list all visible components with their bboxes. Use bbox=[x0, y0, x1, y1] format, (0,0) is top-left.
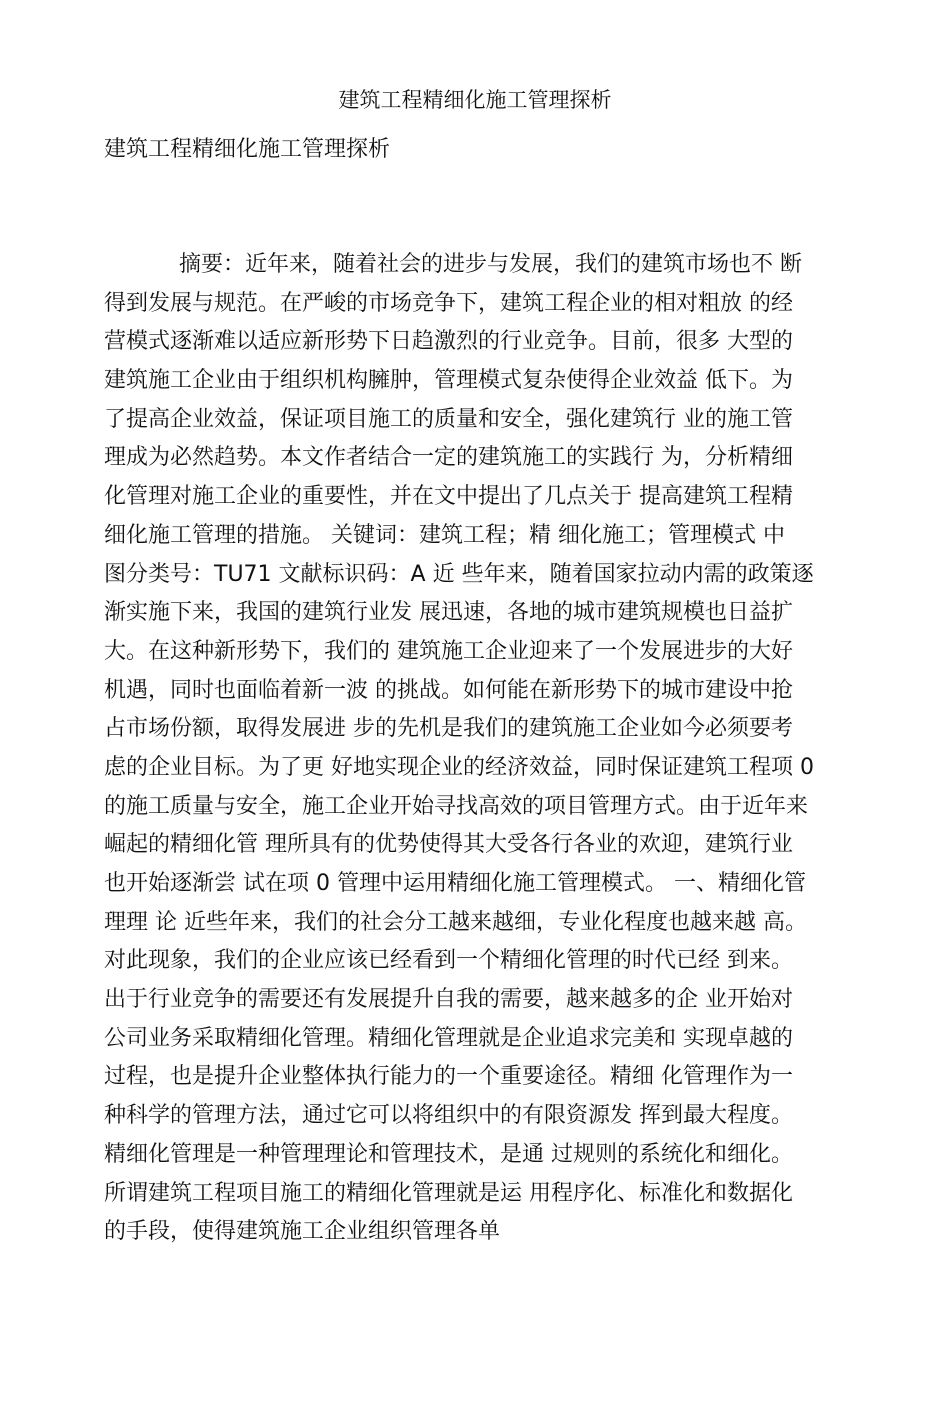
text-line: 的手段，使得建筑施工企业组织管理各单 bbox=[104, 1219, 501, 1245]
text-line: 对此现象，我们的企业应该已经看到一个精细化管理的时代已经 到来。 bbox=[104, 948, 793, 974]
text-line: 化管理对施工企业的重要性，并在文中提出了几点关于 提高建筑工程精 bbox=[104, 484, 793, 510]
text-line: 理成为必然趋势。本文作者结合一定的建筑施工的实践行 为，分析精细 bbox=[104, 445, 793, 471]
text-line: 过程，也是提升企业整体执行能力的一个重要途径。精细 化管理作为一 bbox=[104, 1064, 793, 1090]
text-line: 营模式逐渐难以适应新形势下日趋激烈的行业竞争。目前，很多 大型的 bbox=[104, 329, 793, 355]
text-line: 大。在这种新形势下，我们的 建筑施工企业迎来了一个发展进步的大好 bbox=[104, 638, 793, 664]
text-line: 渐实施下来，我国的建筑行业发 展迅速，各地的城市建筑规模也日益扩 bbox=[104, 600, 793, 626]
document-title: 建筑工程精细化施工管理探析 bbox=[338, 88, 612, 112]
text-line: 了提高企业效益，保证项目施工的质量和安全，强化建筑行 业的施工管 bbox=[104, 406, 793, 432]
text-line: 细化施工管理的措施。 关键词：建筑工程；精 细化施工；管理模式 中 bbox=[104, 522, 785, 548]
text-line: 得到发展与规范。在严峻的市场竞争下，建筑工程企业的相对粗放 的经 bbox=[104, 290, 793, 316]
text-line: 摘要：近年来，随着社会的进步与发展，我们的建筑市场也不 断 bbox=[179, 252, 802, 277]
text-line: 所谓建筑工程项目施工的精细化管理就是运 用程序化、标准化和数据化 bbox=[104, 1180, 793, 1206]
text-line: 虑的企业目标。为了更 好地实现企业的经济效益，同时保证建筑工程项 0 bbox=[104, 754, 814, 780]
text-line: 的施工质量与安全，施工企业开始寻找高效的项目管理方式。由于近年来 bbox=[104, 793, 809, 819]
body-text bbox=[104, 246, 864, 1252]
document-subtitle: 建筑工程精细化施工管理探析 bbox=[104, 137, 391, 162]
text-line: 公司业务采取精细化管理。精细化管理就是企业追求完美和 实现卓越的 bbox=[104, 1025, 793, 1051]
text-line: 理理 论 近些年来，我们的社会分工越来越细，专业化程度也越来越 高。 bbox=[104, 909, 807, 935]
text-line: 出于行业竞争的需要还有发展提升自我的需要，越来越多的企 业开始对 bbox=[104, 987, 793, 1013]
text-line: 建筑施工企业由于组织机构臃肿，管理模式复杂使得企业效益 低下。为 bbox=[104, 368, 793, 394]
text-line: 图分类号：TU71 文献标识码：A 近 些年来，随着国家拉动内需的政策逐 bbox=[104, 561, 814, 587]
text-line: 崛起的精细化管 理所具有的优势使得其大受各行各业的欢迎，建筑行业 bbox=[104, 832, 793, 858]
text-line: 也开始逐渐尝 试在项 0 管理中运用精细化施工管理模式。 一、精细化管 bbox=[104, 871, 806, 896]
text-line: 精细化管理是一种管理理论和管理技术，是通 过规则的系统化和细化。 bbox=[104, 1141, 793, 1167]
text-line: 机遇，同时也面临着新一波 的挑战。如何能在新形势下的城市建设中抢 bbox=[104, 677, 793, 703]
text-line: 占市场份额，取得发展进 步的先机是我们的建筑施工企业如今必须要考 bbox=[104, 716, 793, 742]
text-line: 种科学的管理方法，通过它可以将组织中的有限资源发 挥到最大程度。 bbox=[104, 1103, 793, 1129]
